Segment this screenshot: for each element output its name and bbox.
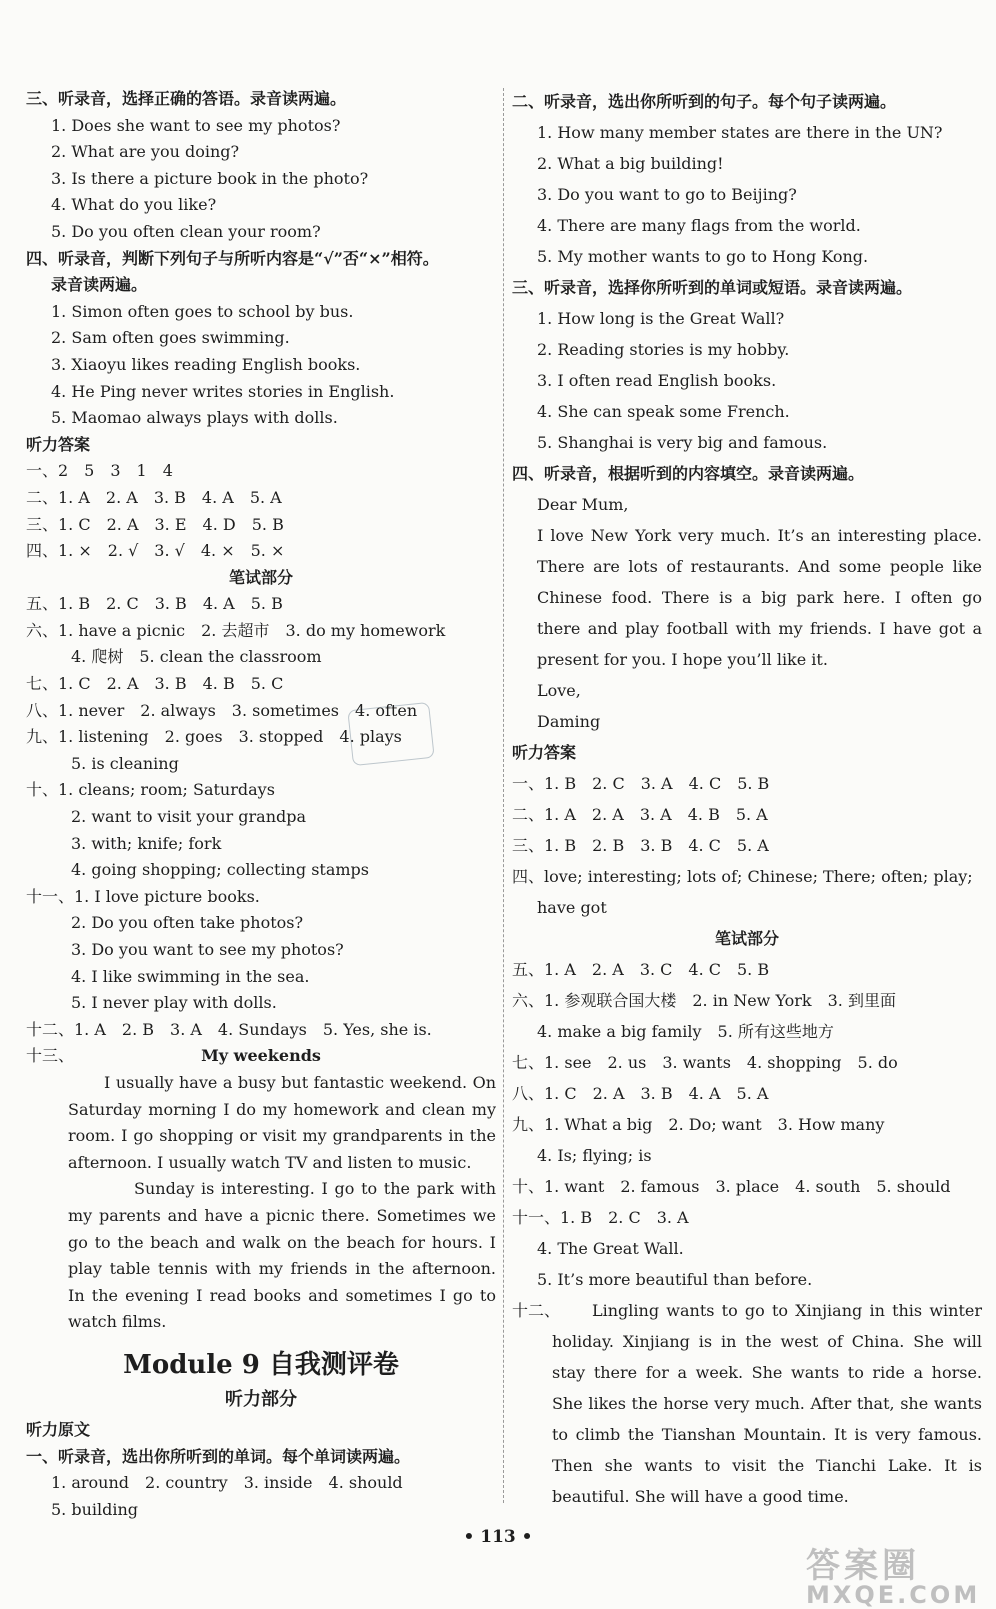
section-title: 二、听录音，选出你所听到的句子。每个句子读两遍。	[512, 92, 897, 111]
answer-line: 2. Do you often take photos?	[71, 913, 304, 933]
answer-line: 5. is cleaning	[71, 753, 179, 773]
answer-line: 3. with; knife; fork	[71, 833, 222, 853]
answer-heading: 听力答案	[512, 743, 577, 762]
answer-line: 三、1. C 2. A 3. E 4. D 5. B	[26, 514, 284, 534]
list-item: 2. What a big building!	[537, 154, 724, 173]
answer-heading: 听力答案	[26, 434, 91, 454]
answer-line: have got	[537, 898, 607, 917]
question-number: 十三、	[26, 1046, 75, 1066]
answer-line: 三、1. B 2. B 3. B 4. C 5. A	[512, 836, 769, 855]
answer-line: 5. I never play with dolls.	[71, 993, 277, 1013]
answer-line: 4. I like swimming in the sea.	[71, 966, 310, 986]
list-item: 3. Do you want to go to Beijing?	[537, 185, 797, 204]
answer-line: 二、1. A 2. A 3. B 4. A 5. A	[26, 487, 282, 507]
answer-line: 3. Do you want to see my photos?	[71, 940, 344, 959]
answer-line: 四、love; interesting; lots of; Chinese; There; often; play;	[512, 867, 973, 886]
section-title: 一、听录音，选出你所听到的单词。每个单词读两遍。	[26, 1446, 411, 1466]
page-number: • 113 •	[463, 1527, 533, 1547]
answer-line: 4. Is; flying; is	[537, 1146, 652, 1165]
written-heading: 笔试部分	[228, 567, 293, 587]
written-heading: 笔试部分	[714, 929, 779, 948]
section-title: 三、听录音，选择正确的答语。录音读两遍。	[26, 89, 347, 108]
answer-line: 八、1. never 2. always 3. sometimes 4. often	[26, 700, 418, 720]
list-item: 2. What are you doing?	[51, 142, 240, 162]
answer-line: 五、1. B 2. C 3. B 4. A 5. B	[26, 594, 283, 614]
watermark-text: 答案圈	[806, 1546, 920, 1586]
right-column	[512, 86, 982, 1512]
list-item: 2. Sam often goes swimming.	[51, 328, 290, 348]
answer-line: 一、1. B 2. C 3. A 4. C 5. B	[512, 774, 770, 793]
list-item: 5. Do you often clean your room?	[51, 221, 321, 241]
list-item: 1. Does she want to see my photos?	[51, 115, 341, 135]
watermark-logo	[806, 1538, 980, 1609]
essay-header	[26, 1043, 496, 1070]
answer-line: 4. going shopping; collecting stamps	[71, 860, 369, 880]
question-number: 十二、	[512, 1301, 561, 1320]
left-column	[26, 86, 496, 1523]
answer-line: 九、1. listening 2. goes 3. stopped 4. plays	[26, 727, 402, 747]
letter-closing: Love,	[537, 681, 581, 700]
answer-line: 八、1. C 2. A 3. B 4. A 5. A	[512, 1084, 769, 1103]
list-item: 1. around 2. country 3. inside 4. should	[51, 1473, 403, 1493]
column-divider	[503, 88, 505, 1503]
list-item: 5. Shanghai is very big and famous.	[537, 433, 828, 452]
answer-line: 4. The Great Wall.	[537, 1239, 684, 1258]
answer-line: 十二、1. A 2. B 3. A 4. Sundays 5. Yes, she is.	[26, 1019, 432, 1039]
list-item: 4. She can speak some French.	[537, 402, 790, 421]
section-title: 四、听录音，根据听到的内容填空。录音读两遍。	[512, 464, 865, 483]
answer-line: 一、2 5 3 1 4	[26, 461, 173, 481]
answer-line: 十、1. cleans; room; Saturdays	[26, 780, 275, 800]
list-item: 3. I often read English books.	[537, 371, 777, 390]
list-item: 2. Reading stories is my hobby.	[537, 340, 790, 359]
essay-paragraph: Sunday is interesting. I go to the park with my parents and have a picnic there. Sometimes we go to the beach and walk on the beach for hours. I play table tennis with my friends in the afternoon. In the evening I read books and sometimes I go to watch films.	[68, 1179, 496, 1332]
list-item: 5. building	[51, 1499, 139, 1519]
letter-signature: Daming	[537, 712, 601, 731]
answer-line: 十、1. want 2. famous 3. place 4. south 5. should	[512, 1177, 951, 1196]
answer-line: 二、1. A 2. A 3. A 4. B 5. A	[512, 805, 768, 824]
answer-line: 六、1. have a picnic 2. 去超市 3. do my homework	[26, 620, 446, 640]
watermark-url: MXQE.COM	[806, 1581, 981, 1609]
answer-heading: 听力原文	[26, 1419, 91, 1439]
answer-line: 5. It’s more beautiful than before.	[537, 1270, 813, 1289]
section-title: 三、听录音，选择你所听到的单词或短语。录音读两遍。	[512, 278, 913, 297]
module-title: Module 9 自我测评卷	[123, 1349, 399, 1380]
answer-line: 四、1. × 2. √ 3. √ 4. × 5. ×	[26, 541, 285, 561]
list-item: 3. Is there a picture book in the photo?	[51, 168, 369, 188]
list-item: 1. Simon often goes to school by bus.	[51, 301, 354, 321]
answer-line: 2. want to visit your grandpa	[71, 807, 307, 827]
writing-answer	[512, 1295, 982, 1512]
answer-line: 十一、1. B 2. C 3. A	[512, 1208, 689, 1227]
list-item: 4. What do you like?	[51, 195, 217, 215]
list-item: 5. My mother wants to go to Hong Kong.	[537, 247, 869, 266]
list-item: 3. Xiaoyu likes reading English books.	[51, 354, 361, 374]
answer-line: 七、1. see 2. us 3. wants 4. shopping 5. do	[512, 1053, 898, 1072]
letter-body: I love New York very much. It’s an interesting place. There are lots of restaurants. And some people like Chinese food. There is a big park here. I often go there and play football with my friends. I have got a present for you. I hope you’ll like it.	[537, 526, 982, 669]
answer-line: 九、1. What a big 2. Do; want 3. How many	[512, 1115, 885, 1134]
list-item: 4. There are many flags from the world.	[537, 216, 861, 235]
answer-line: 十一、1. I love picture books.	[26, 886, 260, 906]
writing-paragraph: Lingling wants to go to Xinjiang in this winter holiday. Xinjiang is in the west of China. She will stay there for a week. She wants to ride a horse. She likes the horse very much. After that, she wants to climb the Tianshan Mountain. It is very famous. Then she wants to visit the Tianchi Lake. It is beautiful. She will have a good time.	[552, 1301, 982, 1506]
essay-paragraph: I usually have a busy but fantastic weekend. On Saturday morning I do my homework and clean my room. I go shopping or visit my grandparents in the afternoon. I usually watch TV and listen to music.	[68, 1072, 496, 1172]
section-heading: 听力部分	[225, 1388, 297, 1410]
answer-line: 五、1. A 2. A 3. C 4. C 5. B	[512, 960, 770, 979]
answer-line: 六、1. 参观联合国大楼 2. in New York 3. 到里面	[512, 991, 896, 1010]
section-title-cont: 录音读两遍。	[51, 275, 148, 295]
section-title: 四、听录音，判断下列句子与所听内容是“√”否“×”相符。	[26, 248, 439, 268]
essay-title: My weekends	[201, 1046, 321, 1066]
answer-line: 4. make a big family 5. 所有这些地方	[537, 1022, 834, 1041]
list-item: 5. Maomao always plays with dolls.	[51, 408, 338, 428]
answer-line: 七、1. C 2. A 3. B 4. B 5. C	[26, 674, 284, 694]
list-item: 1. How many member states are there in the UN?	[537, 123, 943, 142]
list-item: 4. He Ping never writes stories in English.	[51, 381, 395, 401]
letter-greeting: Dear Mum,	[537, 495, 629, 514]
answer-line: 4. 爬树 5. clean the classroom	[71, 647, 322, 667]
list-item: 1. How long is the Great Wall?	[537, 309, 785, 328]
